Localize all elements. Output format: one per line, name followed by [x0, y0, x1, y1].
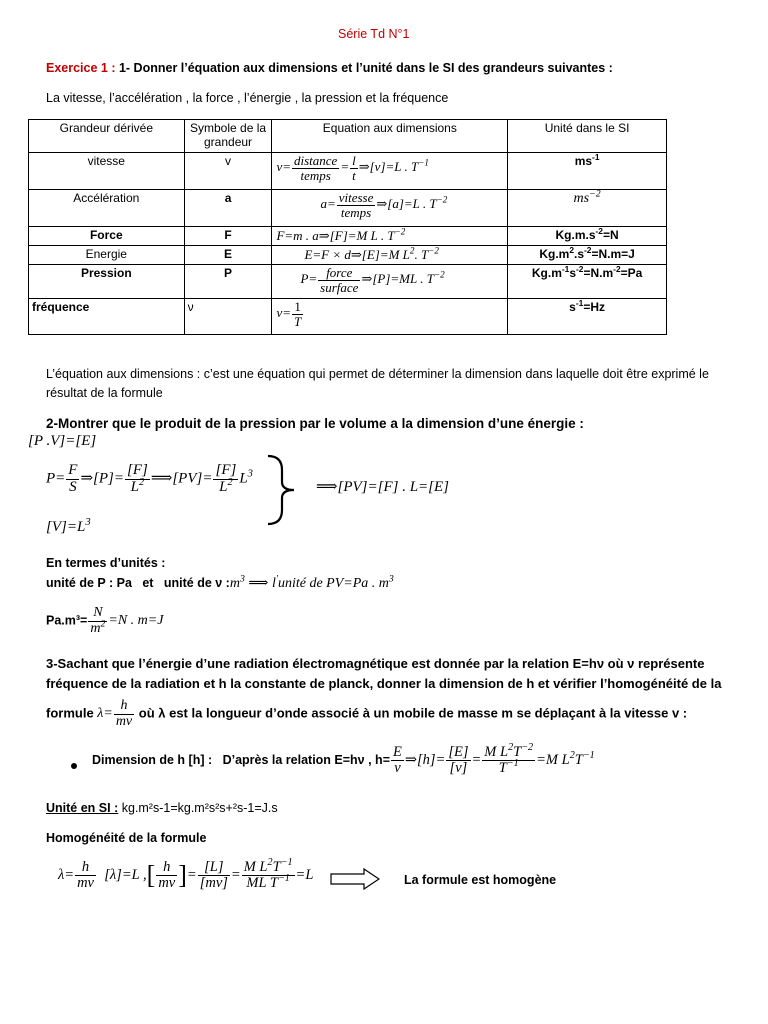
units-title: En termes d’unités : — [46, 556, 166, 570]
header-unite: Unité dans le SI — [508, 120, 667, 153]
units-line: unité de P : Pa et unité de ν $:m^3$ ⟹ l'unité de PV=Pa . $m^3$ — [46, 573, 394, 591]
cell-unit: $ms^{-1}$ — [508, 153, 667, 190]
conclusion-text: La formule est homogène — [404, 873, 557, 887]
cell-name: vitesse — [29, 153, 185, 190]
equation-pv-derivation: P= $\frac{F}{S}$ ⇒[P]= $\frac{[F]}{L^2}$ ⟹[PV]= $\frac{[F]}{L^2}$ $L^3$ — [46, 462, 253, 495]
curly-brace-icon — [262, 454, 302, 526]
cell-unit: $Kg.m^{-1}s^{-2}=N.m^{-2}=Pa$ — [508, 265, 667, 299]
question-1-text: 1- Donner l’équation aux dimensions et l’unité dans le SI des grandeurs suivantes : — [115, 61, 613, 75]
cell-name: Force — [29, 227, 185, 246]
header-grandeur: Grandeur dérivée — [29, 120, 185, 153]
definition-text: L’équation aux dimensions : c’est une équation qui permet de déterminer la dimension dans laquelle doit être exprimé le résultat de la formule — [46, 367, 709, 400]
cell-equation: ν= distance temps = $\frac{l}{t}$ ⇒[ν]=L . $T^{-1}$ — [272, 153, 508, 190]
cell-equation: P= force surface ⇒[P]=ML . $T^{-2}$ — [272, 265, 508, 299]
dim-h-label: Dimension de h [h] : — [92, 753, 213, 768]
cell-symbol: v — [184, 153, 272, 190]
table-row — [29, 153, 667, 190]
cell-unit: $ms^{-2}$ — [508, 190, 667, 227]
cell-unit: $s^{-1}=Hz$ — [508, 299, 667, 335]
page-title: Série Td N°1 — [338, 27, 410, 41]
unite-si-value: kg.m²s-1=kg.m²s²s+²s-1=J.s — [121, 801, 278, 815]
bullet-icon — [71, 763, 77, 769]
cell-name: Pression — [29, 265, 185, 299]
dimensions-table — [28, 119, 667, 335]
unite-si-label: Unité en SI : — [46, 801, 119, 815]
cell-unit: $Kg.m.s^{-2}=N$ — [508, 227, 667, 246]
cell-equation: a= vitesse temps ⇒[a]=L . $T^{-2}$ — [272, 190, 508, 227]
cell-symbol: E — [184, 246, 272, 265]
table-row — [29, 190, 667, 227]
header-symbole: Symbole de la grandeur — [184, 120, 272, 153]
question-3-rest: où λ est la longueur d’onde associé à un mobile de masse m se déplaçant à la vitesse v : — [138, 705, 688, 721]
cell-name: fréquence — [29, 299, 185, 335]
exercise-1-label: Exercice 1 : — [46, 61, 116, 75]
table-header-row — [29, 120, 667, 153]
unit-v-text: unité de ν : — [163, 576, 230, 590]
header-equation: Equation aux dimensions — [272, 120, 508, 153]
table-row — [29, 246, 667, 265]
unit-p-text: unité de P : Pa — [46, 576, 132, 590]
arrow-right-icon — [330, 868, 380, 890]
cell-symbol: P — [184, 265, 272, 299]
table-row — [29, 299, 667, 335]
cell-symbol: ν — [184, 299, 272, 335]
question-3-line-2: fréquence de la radiation et h la constante de planck, donner la dimension de h et vérifier l’homogénéité de la — [46, 676, 722, 691]
exercise-1-question — [46, 61, 613, 75]
dimension-h-line: Dimension de h [h] : D’après la relation E=hν , h= $\frac{E}{\nu}$ ⇒[h]= $\frac{[E]}{[\nu]}$ = $\frac{M L^2T^{-2}}{T^{-1}}$ =M $L^2T^{-1}$ — [92, 742, 595, 777]
pa-m3-label: Pa.m³= — [46, 613, 88, 628]
unite-si-line — [46, 801, 278, 815]
cell-unit: $Kg.m^2.s^{-2}=N.m=J$ — [508, 246, 667, 265]
cell-symbol: F — [184, 227, 272, 246]
quantities-list: La vitesse, l’accélération , la force , l’énergie , la pression et la fréquence — [46, 91, 449, 105]
cell-equation: E=F × d⇒[E]=M $L^2$. $T^{-2}$ — [272, 246, 508, 265]
homogeneity-equation: λ= $\frac{h}{m\nu}$ [λ]=L ,[ $\frac{h}{m\nu}$ ]= $\frac{[L]}{[m\nu]}$ = $\frac{M L^2T^{-1}}{ML T^{-1}}$ =L — [58, 857, 314, 892]
question-3-line-3: formule λ= $\frac{h}{m\nu}$ où λ est la longueur d’onde associé à un mobile de masse m se déplaçant à la vitesse v : — [46, 698, 688, 729]
dim-h-text: D’après la relation E=hν , h= — [222, 753, 390, 768]
equation-volume-dim: $[V]=L^3$ — [46, 517, 91, 535]
equation-pv-e: [P .V]=[E] — [28, 433, 97, 449]
table-row — [29, 265, 667, 299]
equation-pv-result: ⟹[PV]=[F] . L=[E] — [316, 479, 450, 495]
cell-equation: F=m . a⇒[F]=M L . $T^{-2}$ — [272, 227, 508, 246]
cell-symbol: a — [184, 190, 272, 227]
pa-m3-line: Pa.m³= $\frac{N}{m^2}$ =N . m=J — [46, 605, 164, 636]
cell-name: Accélération — [29, 190, 185, 227]
question-2-title: 2-Montrer que le produit de la pression par le volume a la dimension d’une énergie : — [46, 416, 584, 431]
question-3-line-1: 3-Sachant que l’énergie d’une radiation électromagnétique est donnée par la relation E=hν où ν représente — [46, 656, 705, 671]
table-row — [29, 227, 667, 246]
cell-name: Energie — [29, 246, 185, 265]
cell-equation: ν= $\frac{1}{T}$ — [272, 299, 508, 335]
homogeneity-title: Homogénéité de la formule — [46, 831, 207, 845]
formule-label: formule — [46, 705, 94, 721]
